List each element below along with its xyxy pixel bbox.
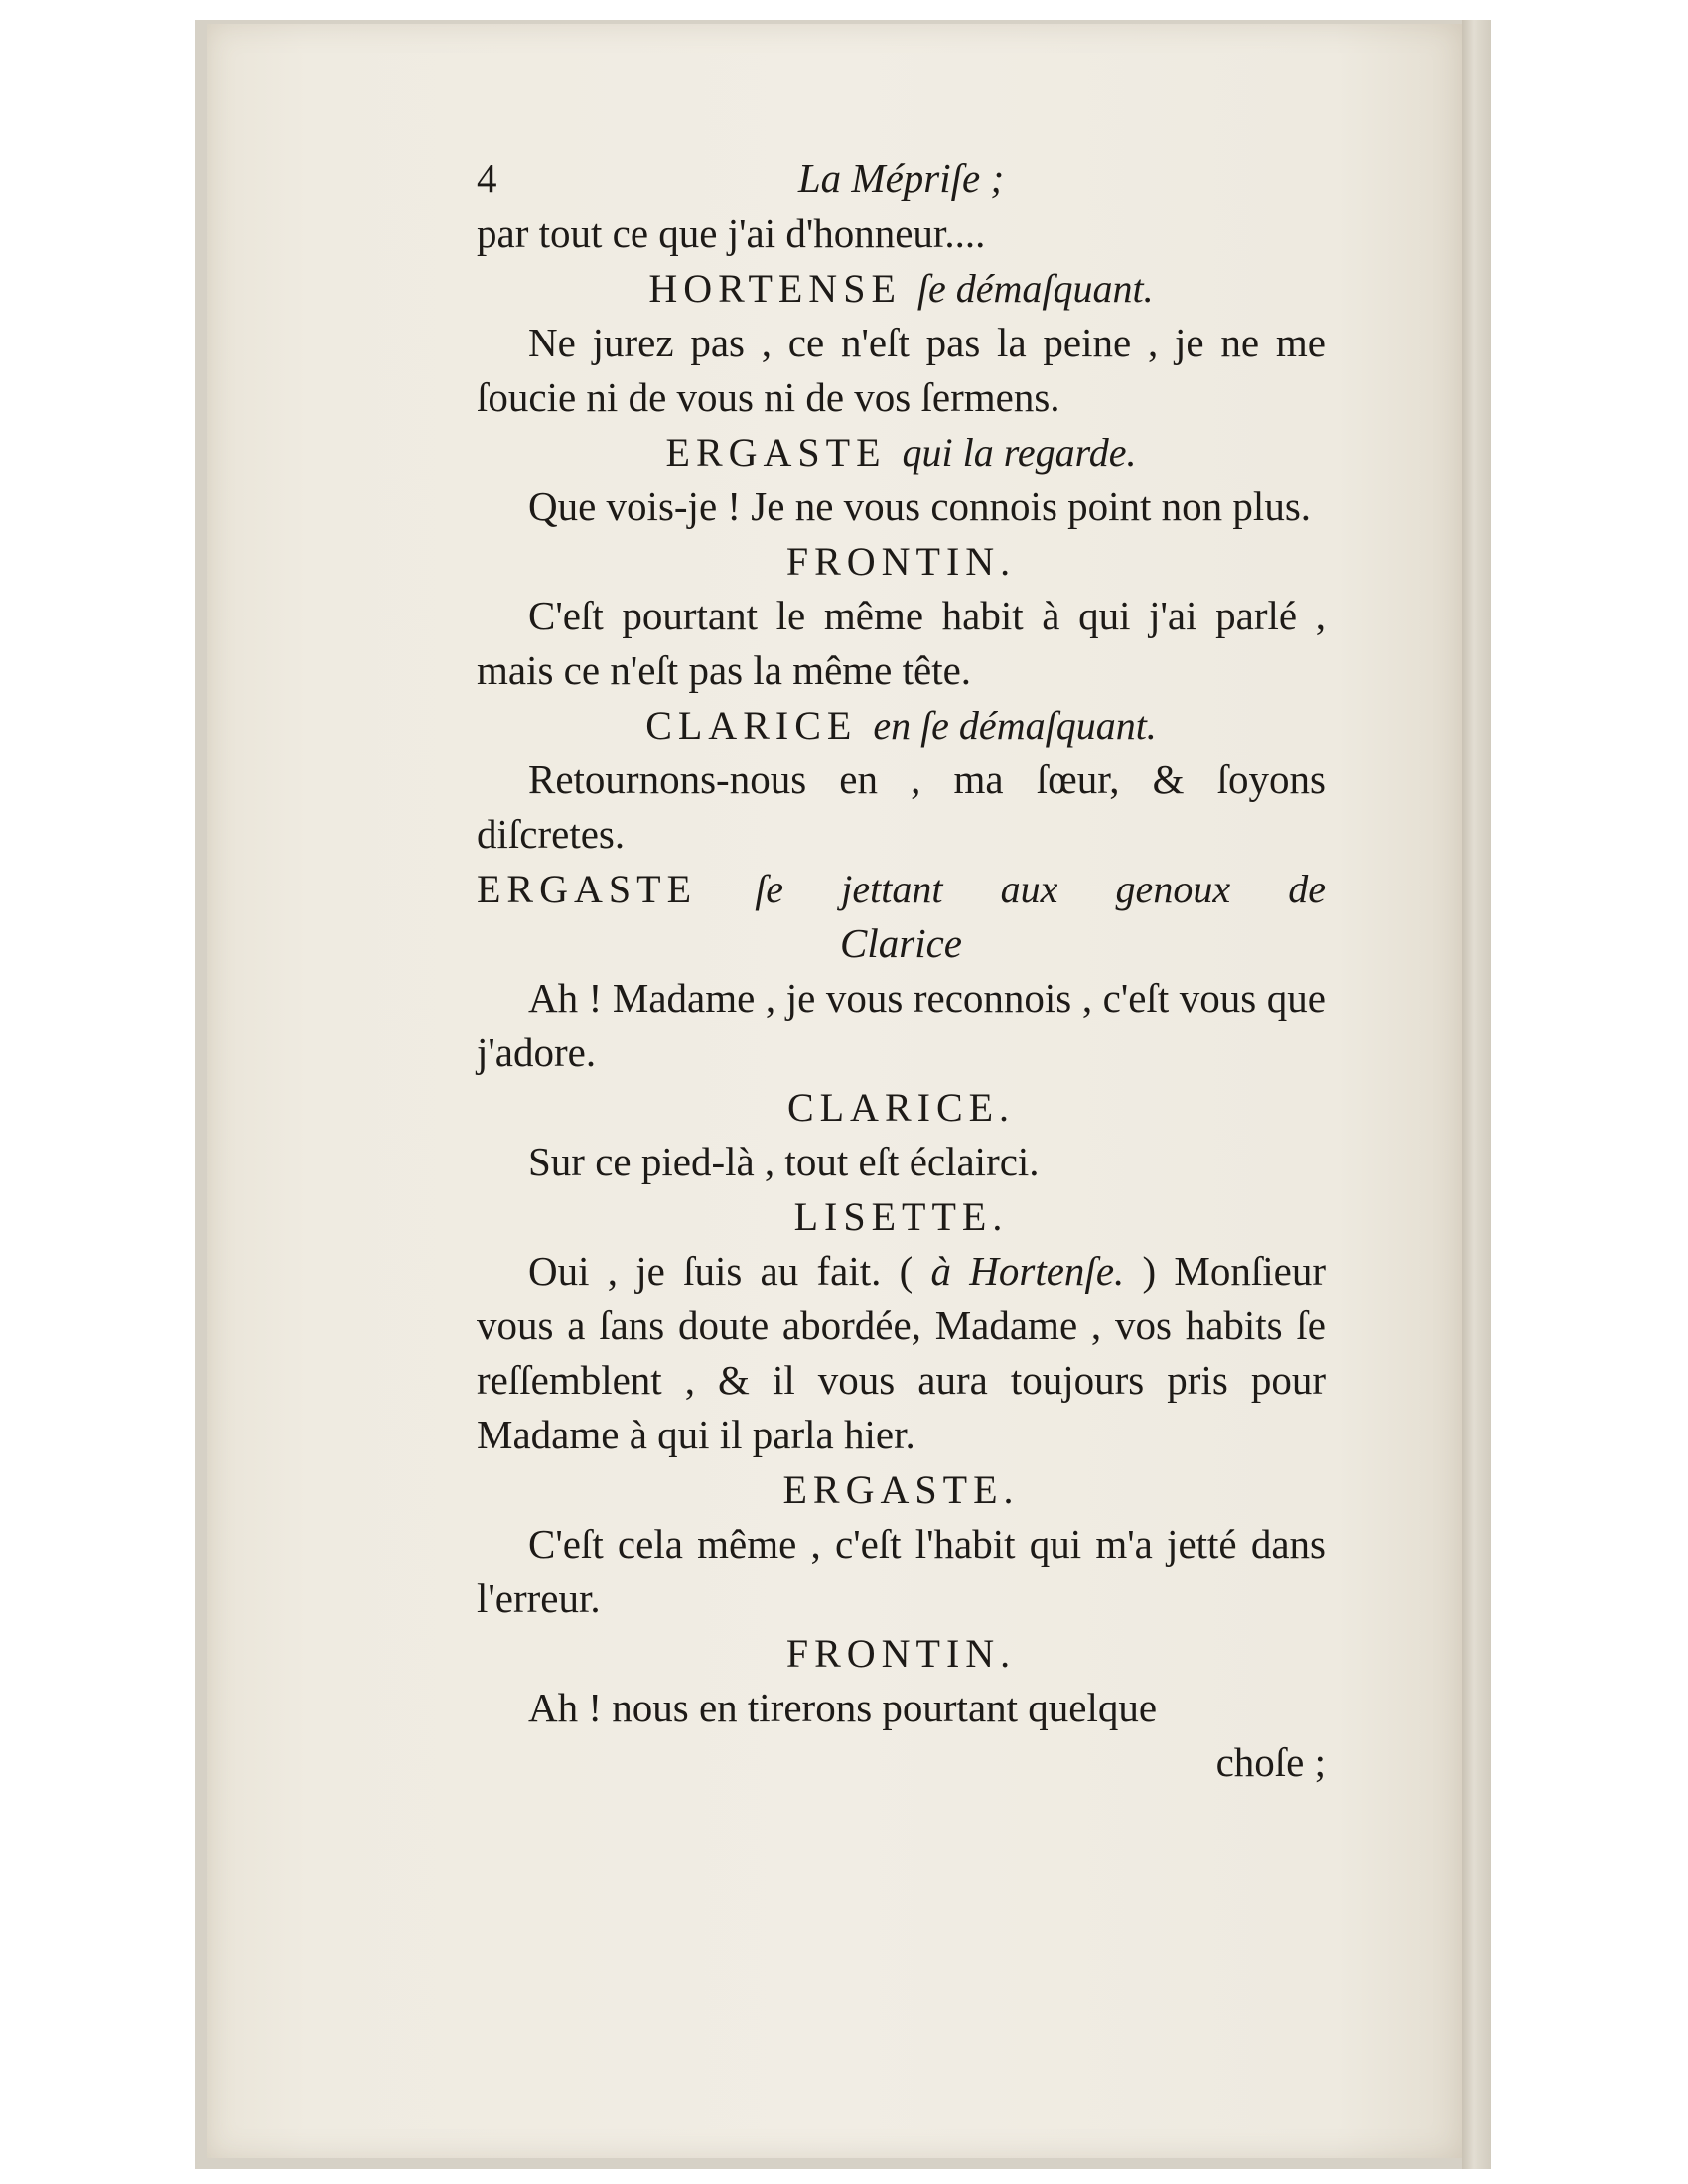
page-number: 4 (477, 155, 497, 201)
speech-frontin: C'eſt pourtant le même habit à qui j'ai parlé , mais ce n'eſt pas la même tête. (477, 593, 1326, 693)
stage-direction: en ſe démaſquant. (873, 703, 1157, 748)
speech-text: ) Monſieur vous a ſans doute abordée, Madame , vos habits ſe reſſemblent , & il vous aura toujours pris pour Madame à qui il parla hier. (477, 1248, 1327, 1457)
speech-ergaste: Que vois-je ! Je ne vous connois point non plus. (528, 483, 1312, 529)
speaker-name: CLARICE (645, 703, 858, 748)
speech-clarice: Retournons-nous en , ma ſœur, & ſoyons diſcretes. (477, 756, 1326, 857)
speaker-frontin: FRONTIN. (785, 539, 1017, 584)
aside-direction: à Hortenſe. (930, 1248, 1125, 1294)
catchword: choſe ; (1215, 1739, 1326, 1785)
speaker-clarice-2: CLARICE. (786, 1085, 1016, 1130)
stage-direction: ſe démaſquant. (916, 266, 1154, 311)
speech-lisette (477, 1244, 1326, 1462)
stage-direction: ſe jettant aux genoux de (755, 867, 1327, 911)
speaker-name: HORTENSE (648, 266, 902, 311)
speech-ergaste-2: Ah ! Madame , je vous reconnois , c'eſt vous que j'adore. (477, 975, 1326, 1075)
speaker-name: ERGASTE (477, 867, 697, 911)
speaker-name: ERGASTE (665, 430, 887, 475)
speaker-ergaste-3: ERGASTE. (782, 1467, 1020, 1512)
stage-direction: qui la regarde. (902, 430, 1137, 475)
stage-direction-continued: Clarice (840, 920, 962, 966)
speech-ergaste-3: C'eſt cela même , c'eſt l'habit qui m'a jetté dans l'erreur. (477, 1521, 1326, 1621)
speech-clarice-2: Sur ce pied-là , tout eſt éclairci. (528, 1139, 1040, 1184)
speech-hortense: Ne jurez pas , ce n'eſt pas la peine , je ne me ſoucie ni de vous ni de vos ſermens. (477, 320, 1326, 420)
speaker-frontin-2: FRONTIN. (785, 1631, 1017, 1676)
speaker-hortense (477, 261, 1326, 316)
running-head (477, 151, 1326, 206)
speech-frontin-2: Ah ! nous en tirerons pourtant quelque (528, 1685, 1158, 1730)
line-continuation: par tout ce que j'ai d'honneur.... (477, 210, 986, 256)
speaker-ergaste-kneeling (477, 862, 1326, 916)
page-edge (1462, 20, 1491, 2169)
speech-text: Oui , je ſuis au fait. ( (528, 1248, 914, 1294)
page-text (477, 151, 1326, 1790)
speaker-ergaste (477, 425, 1326, 479)
running-title: La Mépriſe ; (797, 155, 1005, 201)
speaker-clarice (477, 698, 1326, 752)
speaker-lisette: LISETTE. (793, 1194, 1009, 1239)
